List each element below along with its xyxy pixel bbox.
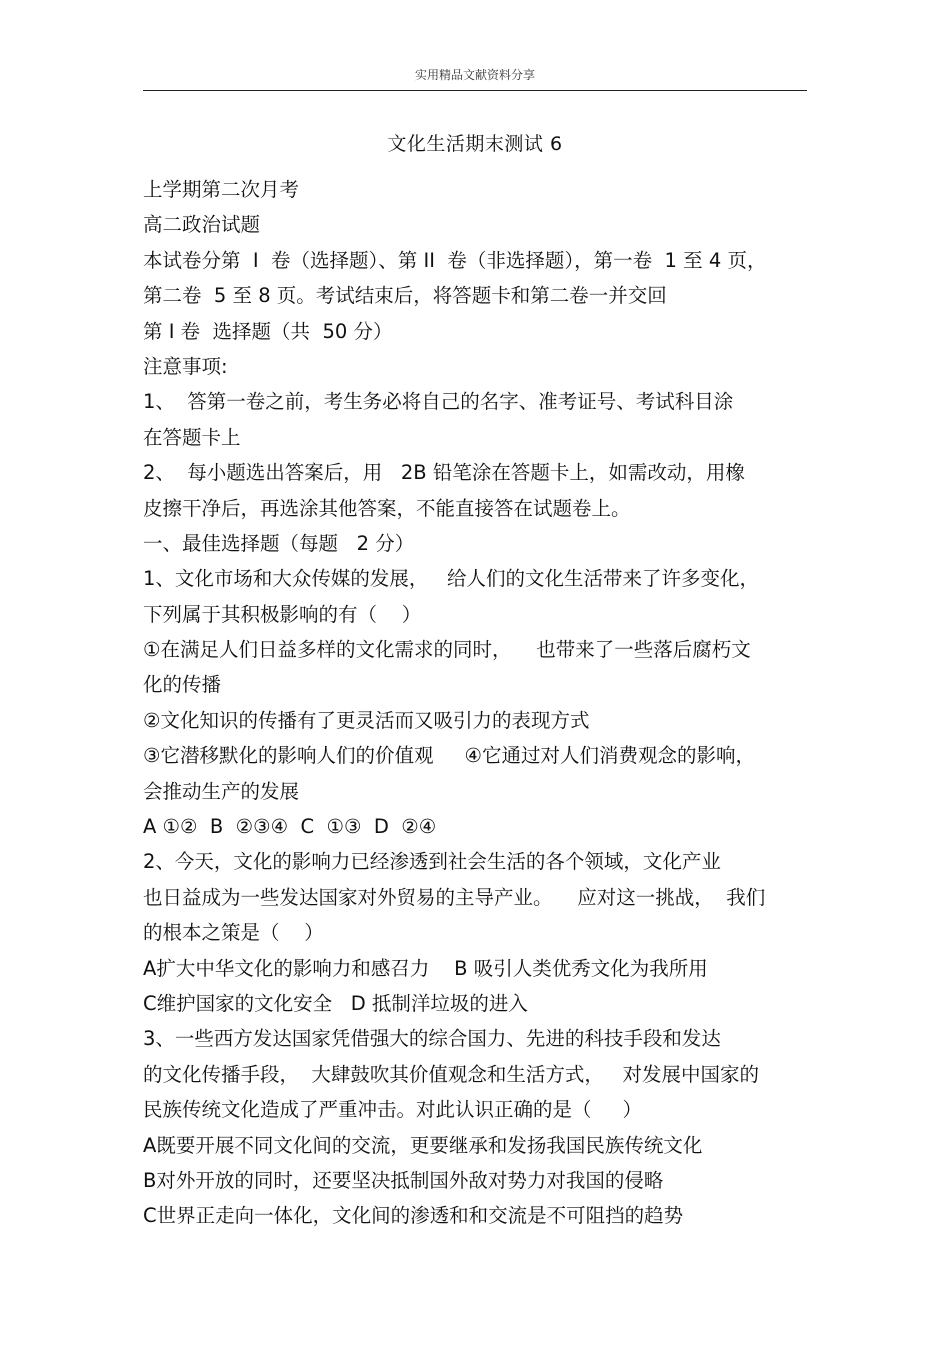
- text-line: A既要开展不同文化间的交流，更要继承和发扬我国民族传统文化: [143, 1133, 703, 1157]
- text-line: B对外开放的同时，还要坚决抵制国外敌对势力对我国的侵略: [143, 1168, 664, 1192]
- document-title: 文化生活期末测试 6: [387, 133, 563, 155]
- text-line: A扩大中华文化的影响力和感召力 B 吸引人类优秀文化为我所用: [143, 956, 708, 980]
- text-line: 皮擦干净后，再选涂其他答案，不能直接答在试题卷上。: [143, 496, 631, 520]
- text-line: C维护国家的文化安全 D 抵制洋垃圾的进入: [143, 991, 528, 1015]
- text-line: 本试卷分第 I 卷（选择题）、第 II 卷（非选择题），第一卷 1 至 4 页，: [143, 248, 767, 272]
- header-text: 实用精品文献资料分享: [414, 68, 535, 82]
- text-line: 化的传播: [143, 673, 222, 697]
- text-line: 1、 答第一卷之前，考生务必将自己的名字、准考证号、考试科目涂: [143, 390, 734, 414]
- document-body: [143, 172, 813, 1234]
- text-line: 第二卷 5 至 8 页。考试结束后，将答题卡和第二卷一并交回: [143, 284, 667, 308]
- text-line: 上学期第二次月考: [143, 178, 300, 201]
- text-line: 注意事项:: [143, 354, 228, 378]
- text-line: 2、今天，文化的影响力已经渗透到社会生活的各个领域，文化产业: [143, 850, 721, 874]
- text-line: 1、文化市场和大众传媒的发展， 给人们的文化生活带来了许多变化，: [143, 567, 760, 591]
- text-line: 民族传统文化造成了严重冲击。对此认识正确的是（ ）: [143, 1098, 642, 1122]
- text-line: ②文化知识的传播有了更灵活而又吸引力的表现方式: [143, 708, 590, 732]
- header-divider: [143, 90, 807, 91]
- text-line: 下列属于其积极影响的有（ ）: [143, 602, 422, 626]
- text-line: C世界正走向一体化，文化间的渗透和和交流是不可阻挡的趋势: [143, 1204, 684, 1228]
- text-line: 一、最佳选择题（每题 2 分）: [143, 531, 415, 555]
- text-line: 3、一些西方发达国家凭借强大的综合国力、先进的科技手段和发达: [143, 1027, 721, 1051]
- text-line: 第 I 卷 选择题（共 50 分）: [143, 319, 393, 343]
- text-line: 的文化传播手段， 大肆鼓吹其价值观念和生活方式， 对发展中国家的: [143, 1062, 759, 1086]
- text-line: 的根本之策是（ ）: [143, 921, 324, 945]
- text-line: 在答题卡上: [143, 425, 241, 449]
- text-line: 2、 每小题选出答案后，用 2B 铅笔涂在答题卡上，如需改动，用橡: [143, 461, 745, 485]
- text-line: A ①② B ②③④ C ①③ D ②④: [143, 815, 437, 839]
- text-line: 也日益成为一些发达国家对外贸易的主导产业。 应对这一挑战， 我们: [143, 885, 766, 909]
- text-line: ①在满足人们日益多样的文化需求的同时， 也带来了一些落后腐朽文: [143, 638, 751, 662]
- text-line: 高二政治试题: [143, 213, 261, 237]
- text-line: ③它潜移默化的影响人们的价值观 ④它通过对人们消费观念的影响，: [143, 744, 755, 768]
- text-line: 会推动生产的发展: [143, 779, 300, 803]
